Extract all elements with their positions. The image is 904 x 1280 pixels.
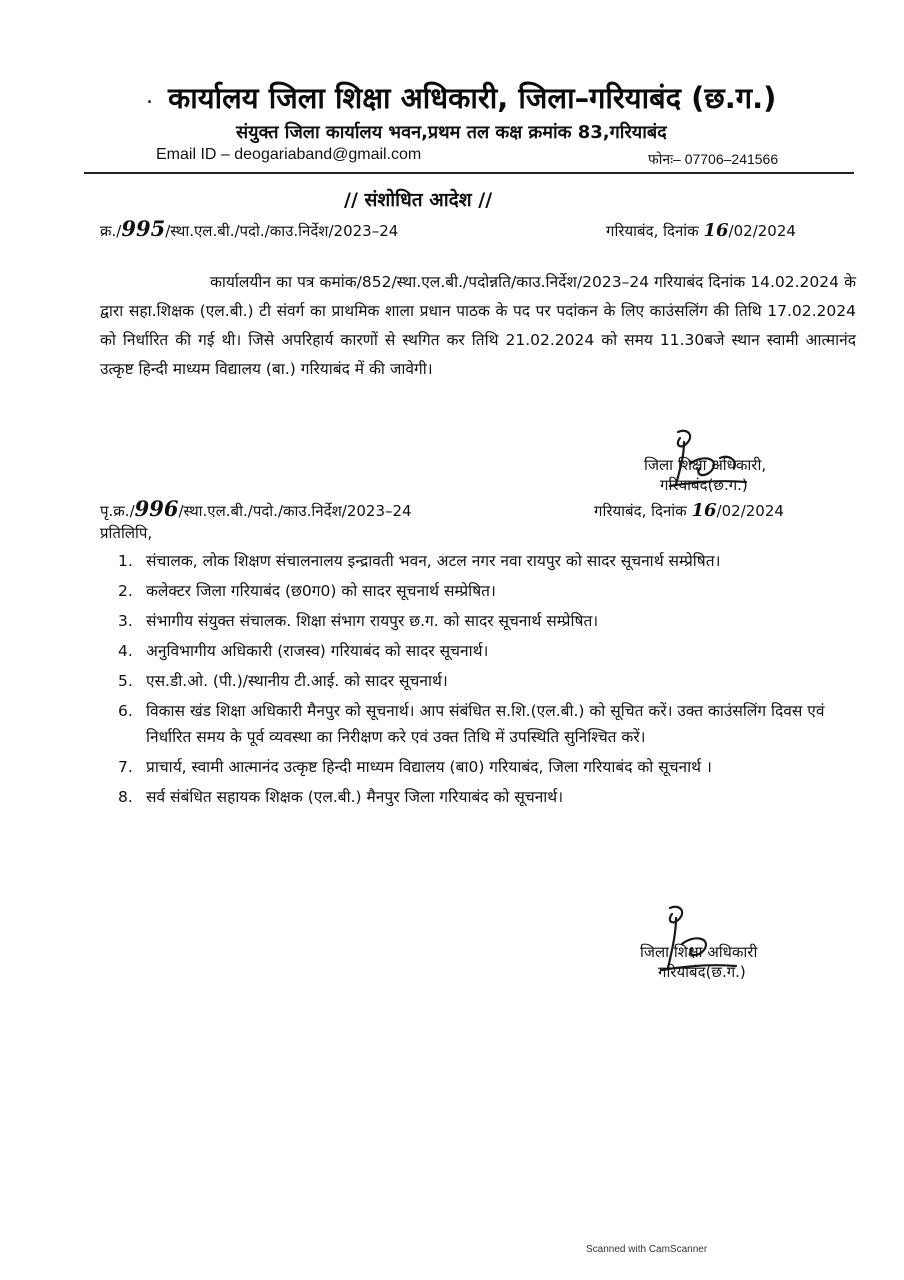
order-signature <box>644 455 766 495</box>
signature-title: जिला शिक्षा अधिकारी, <box>644 456 767 474</box>
order-body-text: कार्यालयीन का पत्र कमांक/852/स्था.एल.बी./पदोन्नति/काउ.निर्देश/2023–24 गरियाबंद दिनांक 14.02.2024 के द्वारा सहा.शिक्षक (एल.बी.) टी संवर्ग का प्राथमिक शाला प्रधान पाठक के पद पर पदांकन के लिए काउंसलिंग की तिथि 17.02.2024 को निर्धारित की गई थी। जिसे अपरिहार्य कारणों से स्थगित कर तिथि 21.02.2024 को समय 11.30बजे स्थान स्वामी आत्मानंद उत्कृष्ट हिन्दी माध्यम विद्यालय (बा.) गरियाबंद में की जावेगी। <box>100 273 856 378</box>
order-ref-number: 995 <box>121 216 166 241</box>
list-item-text: सर्व संबंधित सहायक शिक्षक (एल.बी.) मैनपुर जिला गरियाबंद को सूचनार्थ। <box>146 788 564 806</box>
order-date <box>606 220 796 241</box>
endorsement-ref-suffix: /स्था.एल.बी./पदो./काउ.निर्देश/2023–24 <box>178 502 412 520</box>
endorsement-date-prefix: गरियाबंद, दिनांक <box>594 502 687 520</box>
order-ref-suffix: /स्था.एल.बी./पदो./काउ.निर्देश/2023–24 <box>165 222 399 240</box>
order-ref-prefix: क्र./ <box>100 222 122 240</box>
list-item <box>118 638 858 664</box>
list-item-number: 2. <box>118 582 133 600</box>
copies-list <box>118 548 858 814</box>
list-item-number: 4. <box>118 642 133 660</box>
list-item <box>118 754 858 780</box>
endorsement-ref-prefix: पृ.क्र./ <box>100 502 135 520</box>
endorsement-date-day: 16 <box>691 500 717 521</box>
order-heading: // संशोधित आदेश // <box>344 189 493 211</box>
list-item-text: अनुविभागीय अधिकारी (राजस्व) गरियाबंद को सादर सूचनार्थ। <box>146 642 489 660</box>
list-item <box>118 668 858 694</box>
signature-place: गरियाबंद(छ.ग.) <box>658 963 746 981</box>
endorsement-signature <box>640 942 757 982</box>
list-item-number: 7. <box>118 758 133 776</box>
list-item-number: 3. <box>118 612 133 630</box>
list-item-number: 8. <box>118 788 133 806</box>
list-item-number: 5. <box>118 672 133 690</box>
list-item <box>118 578 858 604</box>
signature-title: जिला शिक्षा अधिकारी <box>640 943 758 961</box>
list-item-text: कलेक्टर जिला गरियाबंद (छ0ग0) को सादर सूचनार्थ सम्प्रेषित। <box>146 582 496 600</box>
list-item-number: 1. <box>118 552 133 570</box>
endorsement-reference <box>100 496 412 521</box>
list-item <box>118 698 858 750</box>
signature-place: गरियाबंद(छ.ग.) <box>660 476 748 494</box>
list-item <box>118 784 858 810</box>
order-date-prefix: गरियाबंद, दिनांक <box>606 222 699 240</box>
order-reference <box>100 216 398 241</box>
order-date-day: 16 <box>703 220 729 241</box>
endorsement-date-suffix: /02/2024 <box>716 502 784 520</box>
endorsement-date <box>594 500 784 521</box>
header-divider <box>84 172 854 174</box>
endorsement-ref-number: 996 <box>134 496 179 521</box>
list-item-text: एस.डी.ओ. (पी.)/स्थानीय टी.आई. को सादर सूचनार्थ। <box>146 672 448 690</box>
order-body <box>100 268 856 384</box>
header-dot: . <box>146 84 153 109</box>
list-item <box>118 548 858 574</box>
list-item-text: प्राचार्य, स्वामी आत्मानंद उत्कृष्ट हिन्दी माध्यम विद्यालय (बा0) गरियाबंद, जिला गरियाबंद को सूचनार्थ । <box>146 758 712 776</box>
email-line: Email ID – deogariaband@gmail.com <box>156 146 422 163</box>
order-date-suffix: /02/2024 <box>728 222 796 240</box>
list-item <box>118 608 858 634</box>
copies-label: प्रतिलिपि, <box>100 524 153 542</box>
scanner-watermark: Scanned with CamScanner <box>586 1244 708 1255</box>
office-title: कार्यालय जिला शिक्षा अधिकारी, जिला–गरियाबंद (छ.ग.) <box>168 81 777 115</box>
list-item-text: विकास खंड शिक्षा अधिकारी मैनपुर को सूचनार्थ। आप संबंधित स.शि.(एल.बी.) को सूचित करें। उक्त काउंसलिंग दिवस एवं निर्धारित समय के पूर्व व्यवस्था का निरीक्षण करे एवं उक्त तिथि में उपस्थिति सुनिश्चित करें। <box>146 702 825 746</box>
list-item-text: संभागीय संयुक्त संचालक. शिक्षा संभाग रायपुर छ.ग. को सादर सूचनार्थ सम्प्रेषित। <box>146 612 599 630</box>
list-item-number: 6. <box>118 702 133 720</box>
list-item-text: संचालक, लोक शिक्षण संचालनालय इन्द्रावती भवन, अटल नगर नवा रायपुर को सादर सूचनार्थ सम्प्रेषित। <box>146 552 721 570</box>
phone-line: फोनः– 07706–241566 <box>648 151 779 167</box>
office-address: संयुक्त जिला कार्यालय भवन,प्रथम तल कक्ष क्रमांक 83,गरियाबंद <box>236 122 667 143</box>
